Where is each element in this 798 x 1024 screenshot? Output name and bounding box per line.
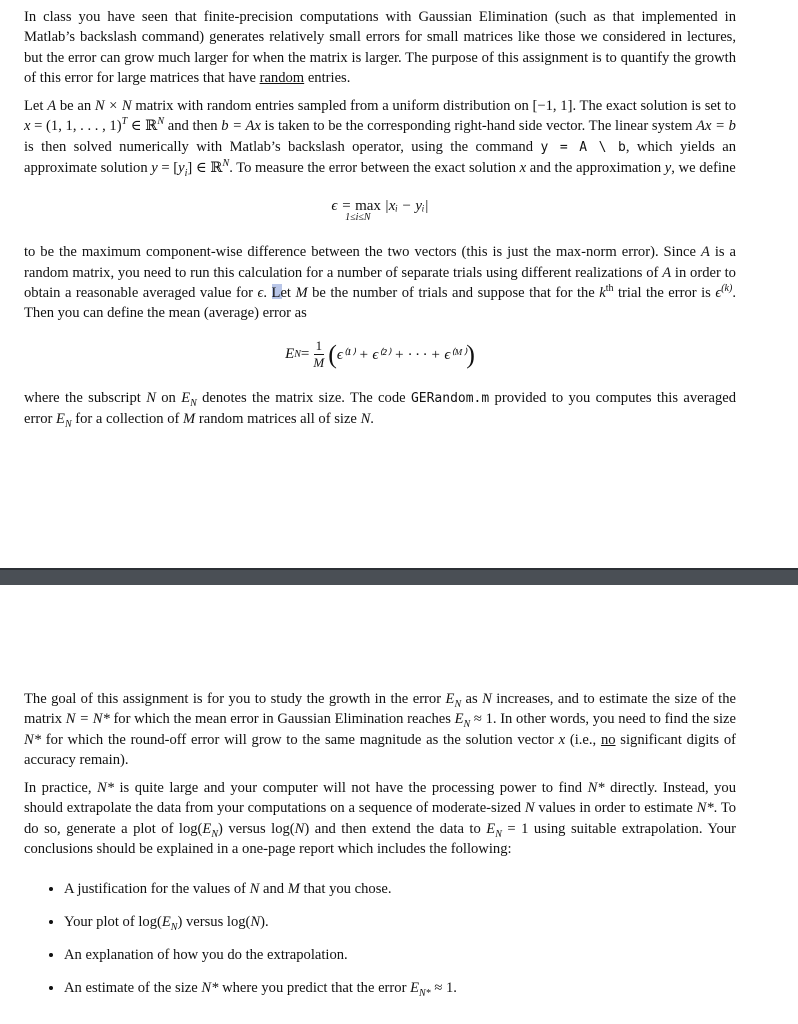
list-item: • An explanation of how you do the extrapolation. bbox=[64, 945, 736, 965]
matlab-command: y = A \ b bbox=[540, 139, 626, 155]
one-over-M-fraction: $\frac{1}{M}$ bbox=[313, 338, 325, 371]
top-content bbox=[24, 7, 736, 429]
practice-paragraph: In practice, N* is quite large and your computer will not have the processing power to find N* directly. Instead, you should extrapolate the data from your computations on a sequence of moderate-sized N values in order to estimate N*. To do so, generate a plot of $\log(E_N)$ versus log(N) and then extend the data to $E_N = 1$ using suitable extrapolation. Your conclusions should be explained in a one-page report which includes the following: bbox=[24, 780, 737, 858]
setup-paragraph: Let A be an N × N matrix with random entries sampled from a uniform distribution on [−1, 1]. The exact solution is set to x = (1, 1, . . . , 1)$^T$ ∈ ℝ$^N$ and then b = Ax is taken to be the corresponding right-hand side vector. The linear system Ax = b is then solved numerically with Matlab’s backslash operator, using the command y = A \ b, which yields an approximate solution $y = [y_i]$ ∈ ℝ$^N$. To measure the error between the exact solution x and the approximation y, we define bbox=[24, 98, 736, 179]
bottom-content bbox=[24, 689, 736, 1011]
random-underlined: random bbox=[259, 69, 305, 86]
trials-paragraph: to be the maximum component-wise difference between the two vectors (this is just the max-norm error). Since A is a random matrix, you need to run this calculation for a number of separate trials using different realizations of A in order to obtain a reasonable averaged value for ϵ. Let M be the number of trials and suppose that for the $k^{th}$ trial the error is $\epsilon^{(k)}$. Then you can define the mean (average) error as bbox=[24, 244, 736, 322]
max-norm-equation: ϵ = max 1≤i≤N |xᵢ − yᵢ| bbox=[331, 198, 429, 224]
list-item: • A justification for the values of N and M that you chose. bbox=[64, 879, 736, 899]
page-divider bbox=[0, 568, 798, 585]
list-item: • An estimate of the size N* where you predict that the error $E_{N*} \approx 1$. bbox=[64, 978, 736, 998]
page-bottom bbox=[0, 585, 798, 1024]
code-paragraph: where the subscript N on $E_N$ denotes the matrix size. The code GERandom.m provided to you computes this averaged error $E_N$ for a collection of M random matrices all of size N. bbox=[24, 389, 737, 430]
report-requirements-list bbox=[24, 879, 736, 998]
code-filename: GERandom.m bbox=[410, 390, 490, 406]
mean-error-equation: E N = $\frac{1}{M}$ ( ϵ⁽¹⁾ + ϵ⁽²⁾ + · · · + ϵ⁽ᴹ⁾ ) bbox=[285, 338, 475, 371]
list-item: • Your plot of $\log(E_N)$ versus log(N). bbox=[64, 912, 736, 932]
goal-paragraph: The goal of this assignment is for you to study the growth in the error $E_N$ as N increases, and to estimate the size of the matrix N = N* for which the mean error in Gaussian Elimination reaches $E_N \approx 1$. In other words, you need to find the size N* for which the round-off error will grow to the same magnitude as the solution vector x (i.e., no significant digits of accuracy remain). bbox=[24, 691, 736, 768]
intro-paragraph: In class you have seen that finite-precision computations with Gaussian Elimination (such as that implemented in Matlab’s backslash command) generates relatively small errors for small matrices like those we considered in lectures, but the error can grow much larger for when the matrix is larger. The purpose of this assignment is to quantify the growth of this error for large matrices that have random entries. bbox=[24, 9, 736, 86]
no-underlined: no bbox=[600, 731, 616, 748]
